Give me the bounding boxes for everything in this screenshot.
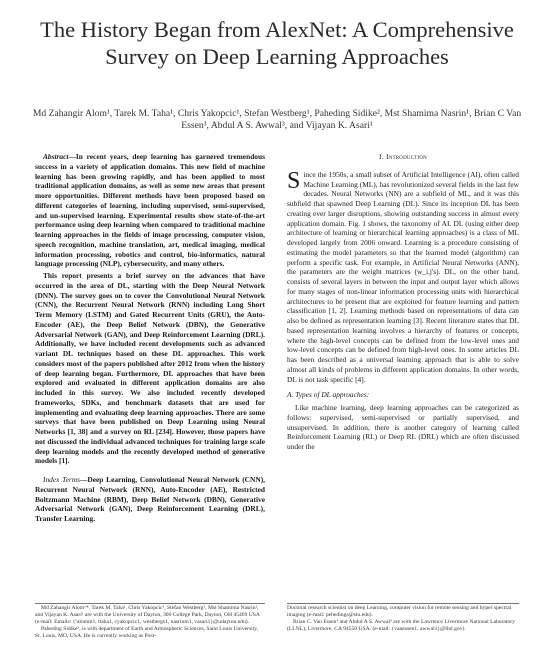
footnote-affiliation-1: Md Zahangir Alom¹*, Tarek M. Taha¹, Chris Yakopcic¹, Stefan Westberg¹, Mst Shamima Nasrin¹, and Vijayan K. Asari¹ are with the University of Dayton, 300 College Park, Dayton, OH 45469 USA (e-mail: Emails: {¹alomm1, ttaha1, cyakopcic1, westbergs1, nasrinm1, vasari1}@udayton.edu).: [35, 605, 260, 625]
subsection-heading-types: A. Types of DL approaches:: [287, 390, 370, 400]
intro-paragraph-1: [287, 167, 519, 385]
abstract-paragraph-1: [35, 152, 265, 269]
section-heading-introduction: I. Introduction: [379, 152, 427, 161]
right-column: [287, 152, 519, 452]
author-list: Md Zahangir Alom¹, Tarek M. Taha¹, Chris Yakopcic¹, Stefan Westberg¹, Paheding Sidike², Mst Shamima Nasrin¹, Brian C Van Essen³, Abdul A S. Awwal³, and Vijayan K. Asari¹: [32, 108, 522, 131]
footnote-divider-left: [35, 603, 265, 604]
footnote-divider-right: [287, 603, 519, 604]
index-terms: [35, 475, 265, 524]
paper-title: The History Began from AlexNet: A Comprehensive Survey on Deep Learning Approaches: [40, 17, 514, 69]
index-terms-text: —Deep Learning, Convolutional Neural Network (CNN), Recurrent Neural Network (RNN), Auto-Encoder (AE), Restricted Boltzmann Machine (RBM), Deep Belief Network (DBN), Generative Adversarial Network (GAN), Deep Reinforcement Learning (DRL), Transfer Learning.: [35, 475, 266, 523]
abstract-paragraph-2: This report presents a brief survey on the advances that have occurred in the area of DL, starting with the Deep Neural Network (DNN). The survey goes on to cover the Convolutional Neural Network (CNN), the Recurrent Neural Network (RNN) including Long Short Term Memory (LSTM) and Gated Recurrent Units (GRU), the Auto-Encoder (AE), the Deep Belief Network (DBN), the Generative Adversarial Network (GAN), and Deep Reinforcement Learning (DRL). Additionally, we have included recent developments such as advanced variant DL techniques based on these DL approaches. This work considers most of the papers published after 2012 from when the history of deep learning began. Furthermore, DL approaches that have been explored and evaluated in different application domains are also included in this survey. We also included recently developed frameworks, SDKs, and benchmark datasets that are used for implementing and evaluating deep learning approaches. There are some surveys that have been published on Deep Learning using Neural Networks [1, 38] and a survey on RL [234]. However, those papers have not discussed the individual advanced techniques for training large scale deep learning models and the recently developed method of generative models [1].: [35, 271, 265, 466]
drop-cap: S: [287, 167, 301, 194]
intro-text-1: ince the 1950s, a small subset of Artificial Intelligence (AI), often called Machine Learning (ML), has revolutionized several fields in the last few decades. Neural Networks (NN) are a subfield of ML, and it was this subfield that spawned Deep Learning (DL). Since its inception DL has been creating ever larger disruptions, showing outstanding success in almost every application domain. Fig. 1 shows, the taxonomy of AI. DL (using either deep architecture of learning or hierarchical learning approaches) is a class of ML developed largely from 2006 onward. Learning is a procedure consisting of estimating the model parameters so that the learned model (algorithm) can perform a specific task. For example, in Artificial Neural Networks (ANN), the parameters are the weight matrices (w_i,j's). DL, on the other hand, consists of several layers in between the input and output layer which allows for many stages of non-linear information processing units with hierarchical architectures to be present that are exploited for feature learning and pattern classification [1, 2]. Learning methods based on representations of data can also be defined as representation learning [3]. Recent literature states that DL based representation learning involves a hierarchy of features or concepts, where the high-level concepts can be defined from the low-level ones and low-level concepts can be defined from high-level ones. In some articles DL has been described as a universal learning approach that is able to solve almost all kinds of problems in different application domains. In other words, DL is not task specific [4].: [287, 169, 519, 384]
footnote-left: [35, 605, 265, 640]
abstract-label: Abstract: [43, 152, 69, 161]
footnote-right: [287, 605, 519, 633]
index-terms-label: Index Terms: [43, 475, 80, 484]
footnote-affiliation-2: Paheding Sidike², is with department of Earth and Atmospheric Sciences, Saint Louis University, St. Louis, MO, USA. He is currently working as Post-: [35, 626, 259, 639]
footnote-affiliation-4: Brian C. Van Essen³ and Abdul A S. Awwal³ are with the Lawrence Livermore National Laboratory (LLNL), Livermore, CA 94550 USA. (e-mail: {vanessen1, awwal1}@llnl.gov).: [287, 619, 515, 632]
index-terms-paragraph: [35, 475, 265, 524]
footnote-affiliation-3: Doctoral research scientist on deep Learning, computer vision for remote sensing and hyper spectral imaging (e-mail: pehedings@slu.edu).: [287, 605, 512, 618]
abstract: [35, 152, 265, 466]
intro-paragraph-2: Like machine learning, deep learning approaches can be categorized as follows: supervised, semi-supervised or partially supervised, and unsupervised. In addition, there is another category of learning called Reinforcement Learning (RL) or Deep RL (DRL) which are often discussed under the: [287, 403, 519, 451]
left-column: [35, 152, 265, 524]
abstract-text-1: —In recent years, deep learning has garnered tremendous success in a variety of application domains. This new field of machine learning has been growing rapidly, and has been applied to most traditional application domains, as well as some new areas that present more opportunities. Different methods have been proposed based on different categories of learning, including supervised, semi-supervised, and un-supervised learning. Experimental results show state-of-the-art performance using deep learning when compared to traditional machine learning approaches in the fields of image processing, computer vision, speech recognition, machine translation, art, medical imaging, medical information processing, robotics and control, bio-informatics, natural language processing (NLP), cybersecurity, and many others.: [35, 152, 265, 269]
